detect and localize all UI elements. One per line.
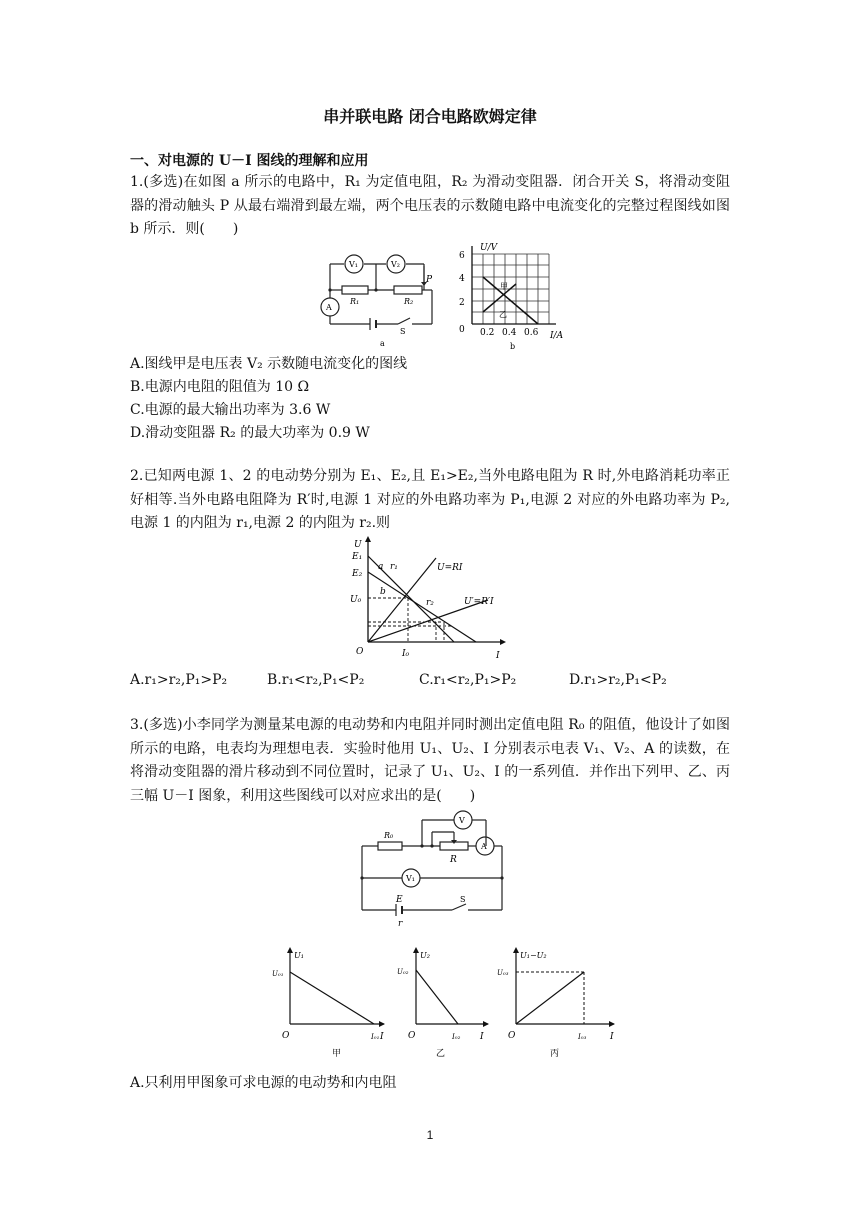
- q3-yi-caption: 乙: [436, 1049, 446, 1059]
- q1-graph-xtick-04: 0.4: [502, 328, 517, 338]
- q1-graph-xtick-02: 0.2: [480, 328, 495, 338]
- q3-e-label: E: [396, 895, 403, 905]
- q2-i0-label: I₀: [402, 649, 410, 659]
- q3-jia-x-intercept: I₀₁: [371, 1033, 380, 1041]
- page-number: 1: [426, 1128, 434, 1142]
- q3-a-label: A: [481, 842, 487, 851]
- q2-option-b: B.r₁<r₂,P₁<P₂: [267, 672, 365, 688]
- q2-option-d: D.r₁>r₂,P₁<P₂: [569, 672, 667, 688]
- q1-graph-x-label: I/A: [550, 331, 564, 341]
- q3-jia-y-axis: U₁: [294, 951, 304, 960]
- q3-yi-x-axis: I: [480, 1032, 484, 1042]
- q3-yi-y-axis: U₂: [420, 951, 430, 960]
- q2-line-ri-label: U=RI: [437, 563, 463, 573]
- q1-ammeter-label: A: [326, 303, 332, 312]
- q3-bing-y-axis: U₁−U₂: [520, 951, 547, 960]
- q1-v1-label: V₁: [349, 260, 358, 269]
- q3-option-a: A.只利用甲图象可求电源的电动势和内电阻: [130, 1075, 397, 1091]
- q1-circuit-figure: [318, 248, 448, 348]
- q3-switch-label: S: [460, 895, 466, 904]
- q3-r0-label: R₀: [384, 831, 394, 840]
- section-heading: 一、对电源的 U－I 图线的理解和应用: [130, 153, 369, 169]
- q3-graph-bing: [494, 946, 620, 1060]
- q2-line-b-label: b: [380, 587, 386, 597]
- q3-graph-jia: [268, 946, 388, 1060]
- q1-graph-origin: 0: [459, 325, 465, 335]
- q3-jia-x-axis: I: [380, 1032, 384, 1042]
- q2-i-axis: I: [496, 651, 500, 660]
- q3-r-label: R: [450, 855, 457, 865]
- q3-jia-origin: O: [282, 1031, 290, 1041]
- page-title: 串并联电路 闭合电路欧姆定律: [323, 107, 537, 126]
- q1-switch-label: S: [400, 327, 406, 336]
- q3-graph-yi: [394, 946, 492, 1060]
- q3-yi-y-intercept: U₀₂: [397, 968, 409, 976]
- q1-option-b: B.电源内电阻的阻值为 10 Ω: [130, 379, 310, 395]
- q1-stem: 1.(多选)在如图 a 所示的电路中，R₁ 为定值电阻，R₂ 为滑动变阻器．闭合开关 S，将滑动变阻器的滑动触头 P 从最右端滑到最左端，两个电压表的示数随电路中电流变化的完整过程图线如图 b 所示．则( ): [130, 174, 730, 237]
- q1-graph-ytick-4: 4: [459, 274, 465, 284]
- q2-option-a: A.r₁>r₂,P₁>P₂: [130, 672, 228, 688]
- q1-v2-label: V₂: [391, 260, 400, 269]
- q3-jia-y-intercept: U₀₁: [272, 970, 284, 978]
- q3-bing-x-intercept: I₀₃: [578, 1033, 587, 1041]
- q2-u0-label: U₀: [350, 595, 362, 605]
- q1-option-a: A.图线甲是电压表 V₂ 示数随电流变化的图线: [130, 356, 408, 372]
- q3-internal-r-label: r: [398, 919, 403, 929]
- q2-line-rpi-label: U′=R′I: [464, 597, 494, 607]
- q2-r1-label: r₁: [390, 562, 398, 572]
- q1-r2-label: R₂: [404, 297, 414, 306]
- q2-u-axis: U: [354, 540, 362, 550]
- q3-yi-x-intercept: I₀₂: [452, 1033, 461, 1041]
- q1-option-d: D.滑动变阻器 R₂ 的最大功率为 0.9 W: [130, 425, 370, 441]
- q3-circuit-figure: [356, 806, 510, 932]
- q3-bing-origin: O: [508, 1031, 516, 1041]
- q1-graph-figure: [450, 238, 580, 352]
- q1-option-c: C.电源的最大输出功率为 3.6 W: [130, 402, 331, 418]
- q1-graph-line-yi: 乙: [499, 310, 507, 319]
- q3-v-label: V: [459, 816, 465, 825]
- q1-graph-ytick-6: 6: [459, 251, 465, 261]
- q3-bing-x-axis: I: [610, 1032, 614, 1042]
- q2-stem: 2.已知两电源 1、2 的电动势分别为 E₁、E₂,且 E₁>E₂,当外电路电阻为 R 时,外电路消耗功率正好相等.当外电路电阻降为 R′时,电源 1 对应的外电路功率为 P₁,电源 2 对应的外电路功率为 P₂,电源 1 的内阻为 r₁,电源 2 的内阻为 r₂.则: [130, 468, 730, 531]
- q1-r1-label: R₁: [350, 297, 360, 306]
- q1-graph-ytick-2: 2: [459, 298, 465, 308]
- q1-graph-y-label: U/V: [480, 243, 498, 253]
- q3-v1-label: V₁: [406, 874, 415, 883]
- q2-option-c: C.r₁<r₂,P₁>P₂: [419, 672, 517, 688]
- q2-r2-label: r₂: [426, 598, 434, 608]
- q2-e2-label: E₂: [352, 569, 363, 579]
- q2-line-a-label: a: [378, 562, 384, 572]
- q1-graph-line-jia: 甲: [500, 282, 508, 291]
- q2-options: [130, 672, 667, 688]
- q1-fig-b-caption: b: [510, 342, 516, 351]
- q3-jia-caption: 甲: [332, 1049, 342, 1059]
- q3-bing-y-intercept: U₀₃: [497, 969, 509, 977]
- q1-fig-a-caption: a: [380, 339, 385, 348]
- q3-bing-caption: 丙: [550, 1049, 560, 1059]
- q1-graph-xtick-06: 0.6: [524, 328, 539, 338]
- q3-stem: 3.(多选)小李同学为测量某电源的电动势和内电阻并同时测出定值电阻 R₀ 的阻值，他设计了如图所示的电路，电表均为理想电表．实验时他用 U₁、U₂、I 分别表示电表 V₁、V₂、A 的读数，在将滑动变阻器的滑片移动到不同位置时，记录了 U₁、U₂、I 的一系列值．并作出下列甲、乙、丙三幅 U－I 图象，利用这些图线可以对应求出的是( ): [130, 717, 730, 804]
- q2-graph-figure: [338, 536, 512, 660]
- q2-origin: O: [356, 647, 364, 657]
- q1-slider-label: P: [426, 275, 433, 285]
- q2-e1-label: E₁: [352, 552, 363, 562]
- q3-yi-origin: O: [408, 1031, 416, 1041]
